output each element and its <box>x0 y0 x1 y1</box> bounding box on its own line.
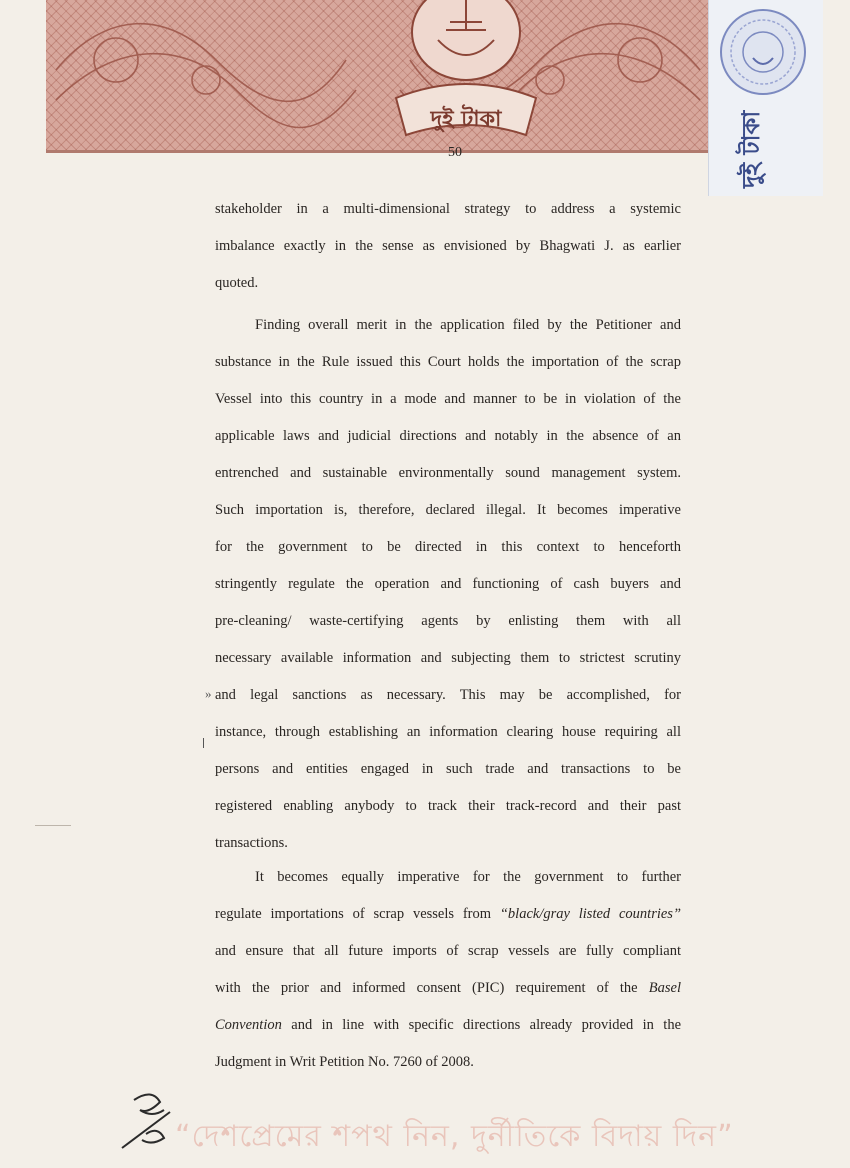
text-line: quoted. <box>215 275 259 291</box>
text-line: substance in the Rule issued this Court holds the importation of the scrap <box>215 354 681 370</box>
text-line: applicable laws and judicial directions and notably in the absence of an <box>215 428 681 444</box>
text-segment: with the prior and informed consent (PIC) requirement of the <box>215 980 638 996</box>
text-line: and ensure that all future imports of scrap vessels are fully compliant <box>215 943 681 959</box>
stamp-banner-text: দুই টাকা <box>430 107 502 132</box>
text-line: necessary available information and subjecting them to strictest scrutiny <box>215 650 681 666</box>
stamp-denomination: দুই টাকা <box>737 110 765 188</box>
text-line: stakeholder in a multi-dimensional strategy to address a systemic <box>215 201 681 217</box>
text-line: registered enabling anybody to track their track-record and their past <box>215 798 681 814</box>
text-line: imbalance exactly in the sense as envisioned by Bhagwati J. as earlier <box>215 238 681 254</box>
text-line: instance, through establishing an information clearing house requiring all <box>215 724 681 740</box>
text-segment-italic: Basel <box>648 980 682 996</box>
text-line: Finding overall merit in the application filed by the Petitioner and <box>255 317 681 333</box>
text-line <box>215 1015 681 1035</box>
text-line: and legal sanctions as necessary. This may be accomplished, for <box>215 687 681 703</box>
revenue-stamp <box>708 0 823 196</box>
text-segment-italic: “black/gray listed countries” <box>499 906 682 922</box>
text-line: entrenched and sustainable environmentally sound management system. <box>215 465 681 481</box>
text-line: Judgment in Writ Petition No. 7260 of 2008. <box>215 1054 474 1070</box>
text-segment: regulate importations of scrap vessels from <box>215 906 492 922</box>
text-line <box>215 978 681 998</box>
text-line: Vessel into this country in a mode and manner to be in violation of the <box>215 391 681 407</box>
text-segment-italic: Convention <box>215 1017 282 1033</box>
margin-tick <box>203 738 204 748</box>
text-line: pre-cleaning/ waste-certifying agents by enlisting them with all <box>215 613 681 629</box>
page-number: 50 <box>448 145 462 160</box>
margin-mark: » <box>205 686 212 701</box>
scan-artifact <box>35 825 71 826</box>
text-line: It becomes equally imperative for the government to further <box>255 869 681 885</box>
footer-motto: “দেশপ্রেমের শপথ নিন, দুর্নীতিকে বিদায় দিন” <box>175 1119 734 1154</box>
stamp-paper-header <box>46 0 710 153</box>
text-line <box>215 904 681 924</box>
text-line: transactions. <box>215 835 288 851</box>
text-line: persons and entities engaged in such trade and transactions to be <box>215 761 681 777</box>
text-line: stringently regulate the operation and functioning of cash buyers and <box>215 576 681 592</box>
stamp-seal-icon <box>709 0 823 120</box>
text-segment: and in line with specific directions already provided in the <box>291 1017 682 1033</box>
guilloche-ornament <box>46 0 710 150</box>
text-line: for the government to be directed in this context to henceforth <box>215 539 681 555</box>
text-line: Such importation is, therefore, declared illegal. It becomes imperative <box>215 502 681 518</box>
